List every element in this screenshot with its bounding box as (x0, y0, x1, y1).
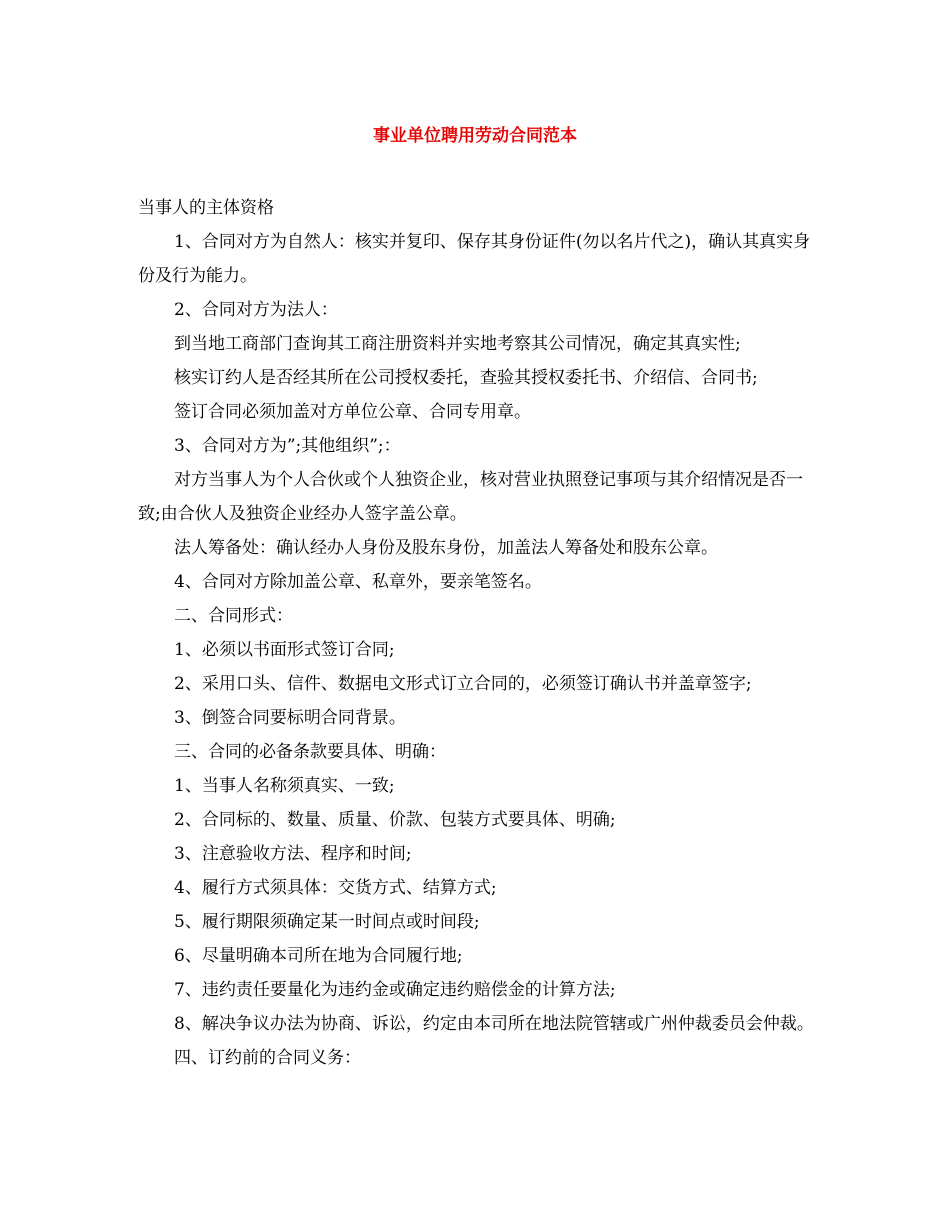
paragraph-seal-required: 签订合同必须加盖对方单位公章、合同专用章。 (174, 402, 531, 422)
paragraph-performance-place: 6、尽量明确本司所在地为合同履行地; (174, 946, 463, 966)
paragraph-handwritten-signature: 4、合同对方除加盖公章、私章外，要亲笔签名。 (174, 572, 542, 592)
paragraph-check-authorization: 核实订约人是否经其所在公司授权委托，查验其授权委托书、介绍信、合同书; (174, 368, 758, 388)
section-heading-contract-form: 二、合同形式： (174, 606, 293, 626)
paragraph-subject-matter: 2、合同标的、数量、质量、价款、包装方式要具体、明确; (174, 810, 616, 830)
paragraph-partnership-check: 对方当事人为个人合伙或个人独资企业，核对营业执照登记事项与其介绍情况是否一致;由合伙人及独资企业经办人签字盖公章。 (138, 470, 803, 524)
paragraph-dispute-resolution: 8、解决争议办法为协商、诉讼，约定由本司所在地法院管辖或广州仲裁委员会仲裁。 (174, 1014, 814, 1034)
paragraph-subject-qualification: 当事人的主体资格 (138, 198, 274, 218)
section-heading-pre-contract-obligations: 四、订约前的合同义务： (174, 1048, 361, 1068)
paragraph-backdated-contract: 3、倒签合同要标明合同背景。 (174, 708, 406, 728)
document-body (138, 191, 822, 1075)
paragraph-legal-person: 2、合同对方为法人： (174, 300, 338, 320)
paragraph-check-registration: 到当地工商部门查询其工商注册资料并实地考察其公司情况，确定其真实性; (174, 334, 741, 354)
paragraph-natural-person: 1、合同对方为自然人：核实并复印、保存其身份证件(勿以名片代之)，确认其真实身份及行为能力。 (138, 232, 811, 286)
paragraph-liability: 7、违约责任要量化为违约金或确定违约赔偿金的计算方法; (174, 980, 616, 1000)
paragraph-performance-method: 4、履行方式须具体：交货方式、结算方式; (174, 878, 497, 898)
section-heading-essential-terms: 三、合同的必备条款要具体、明确： (174, 742, 446, 762)
paragraph-written-form: 1、必须以书面形式签订合同; (174, 640, 395, 660)
paragraph-performance-period: 5、履行期限须确定某一时间点或时间段; (174, 912, 480, 932)
paragraph-confirmation-letter: 2、采用口头、信件、数据电文形式订立合同的，必须签订确认书并盖章签字; (174, 674, 752, 694)
document-title: 事业单位聘用劳动合同范本 (373, 126, 577, 146)
paragraph-acceptance: 3、注意验收方法、程序和时间; (174, 844, 412, 864)
paragraph-party-names: 1、当事人名称须真实、一致; (174, 776, 395, 796)
paragraph-preparatory-office: 法人筹备处：确认经办人身份及股东身份，加盖法人筹备处和股东公章。 (174, 538, 718, 558)
paragraph-other-organization: 3、合同对方为”;其他组织”;： (174, 436, 401, 456)
